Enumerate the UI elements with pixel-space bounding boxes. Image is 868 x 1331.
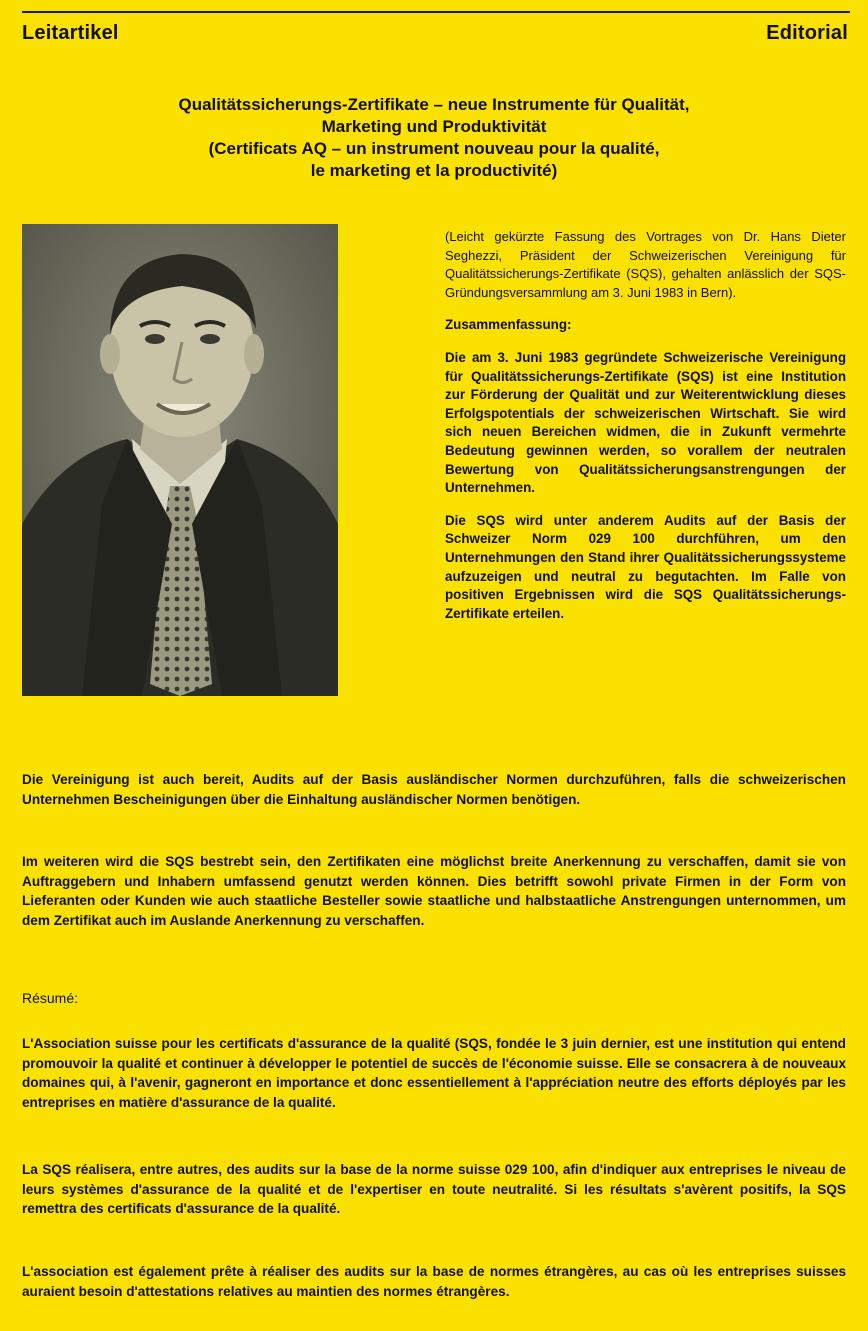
portrait-illustration (22, 224, 338, 696)
resume-paragraph-1-block (22, 1034, 846, 1112)
resume-paragraph-2: La SQS réalisera, entre autres, des audits sur la base de la norme suisse 029 100, afin d'indiquer aux entreprises le niveau de leurs systèmes d'assurance de la qualité et de l'expertiser en toute neutralité. Si les résultats s'avèrent positifs, la SQS remettra des certificats d'assurance de la qualité. (22, 1162, 846, 1217)
zusammenfassung-paragraph-3-block (22, 770, 846, 809)
headline-line-1: Qualitätssicherungs-Zertifikate – neue Instrumente für Qualität, (178, 95, 690, 114)
intro-note: (Leicht gekürzte Fassung des Vortrages von Dr. Hans Dieter Seghezzi, Präsident der Schweizerischen Vereinigung für Qualitätssicherungs-Zertifikate (SQS), gehalten anlässlich der SQS-Gründungsversammlung am 3. Juni 1983 in Bern). (445, 229, 846, 300)
zusammenfassung-title: Zusammenfassung: (445, 317, 572, 333)
top-rule (22, 11, 850, 13)
zusammenfassung-paragraph-3: Die Vereinigung ist auch bereit, Audits auf der Basis ausländischer Normen durchzuführen, falls die schweizerischen Unternehmen Bescheinigungen über die Einhaltung ausländischer Normen benötigen. (22, 772, 846, 807)
headline-line-3: (Certificats AQ – un instrument nouveau pour la qualité, (208, 139, 660, 158)
resume-paragraph-2-block (22, 1160, 846, 1219)
resume-paragraph-3: L'association est également prête à réaliser des audits sur la base de normes étrangères, au cas où les entreprises suisses auraient besoin d'attestations relatives au maintien des normes étrangères. (22, 1264, 846, 1299)
zusammenfassung-paragraph-4-block (22, 852, 846, 930)
resume-title: Résumé: (22, 990, 79, 1006)
section-label-en: Editorial (766, 22, 848, 44)
article-headline (22, 94, 846, 182)
zusammenfassung-paragraph-2: Die SQS wird unter anderem Audits auf der Basis der Schweizer Norm 029 100 durchführen, um den Unternehmungen den Stand ihrer Qualitätssicherungssysteme aufzuzeigen und neutral zu begutachten. Im Falle von positiven Ergebnissen wird die SQS Qualitätssicherungs-Zertifikate erteilen. (445, 512, 846, 621)
headline-line-4: le marketing et la productivité) (310, 161, 558, 180)
summary-column (445, 228, 846, 637)
resume-paragraph-3-block (22, 1262, 846, 1301)
zusammenfassung-paragraph-4: Im weiteren wird die SQS bestrebt sein, den Zertifikaten eine möglichst breite Anerkennung zu verschaffen, damit sie von Auftraggebern und Inhabern umfassend genutzt werden können. Dies betrifft sowohl private Firmen in der Form von Lieferanten oder Kunden wie auch staatliche Besteller sowie staatliche und halbstaatliche Anstrengungen unternommen, um dem Zertifikat auch im Auslande Anerkennung zu verschaffen. (22, 854, 846, 928)
zusammenfassung-paragraph-1: Die am 3. Juni 1983 gegründete Schweizerische Vereinigung für Qualitätssicherungs-Zertifikate (SQS) ist eine Institution zur Förderung der Qualität und zur Weiterentwicklung dieses Erfolgspotentials der schweizerischen Wirtschaft. Sie wird sich neuen Bereichen widmen, die in Zukunft vermehrte Bedeutung gewinnen werden, so vorallem der neutralen Bewertung von Qualitätssicherungsanstrengungen der Unternehmen. (445, 349, 846, 496)
resume-paragraph-1: L'Association suisse pour les certificats d'assurance de la qualité (SQS, fondée le 3 juin dernier, est une institution qui entend promouvoir la qualité et continuer à développer le potentiel de succès de l'économie suisse. Elle se consacrera à de nouveaux domaines qui, à l'avenir, gagneront en importance et donc essentiellement à l'appréciation neutre des efforts déployés par les entreprises en matière d'assurance de la qualité. (22, 1036, 846, 1110)
author-portrait-photo (22, 224, 338, 696)
headline-line-2: Marketing und Produktivität (321, 117, 547, 136)
section-label-de: Leitartikel (22, 22, 119, 44)
